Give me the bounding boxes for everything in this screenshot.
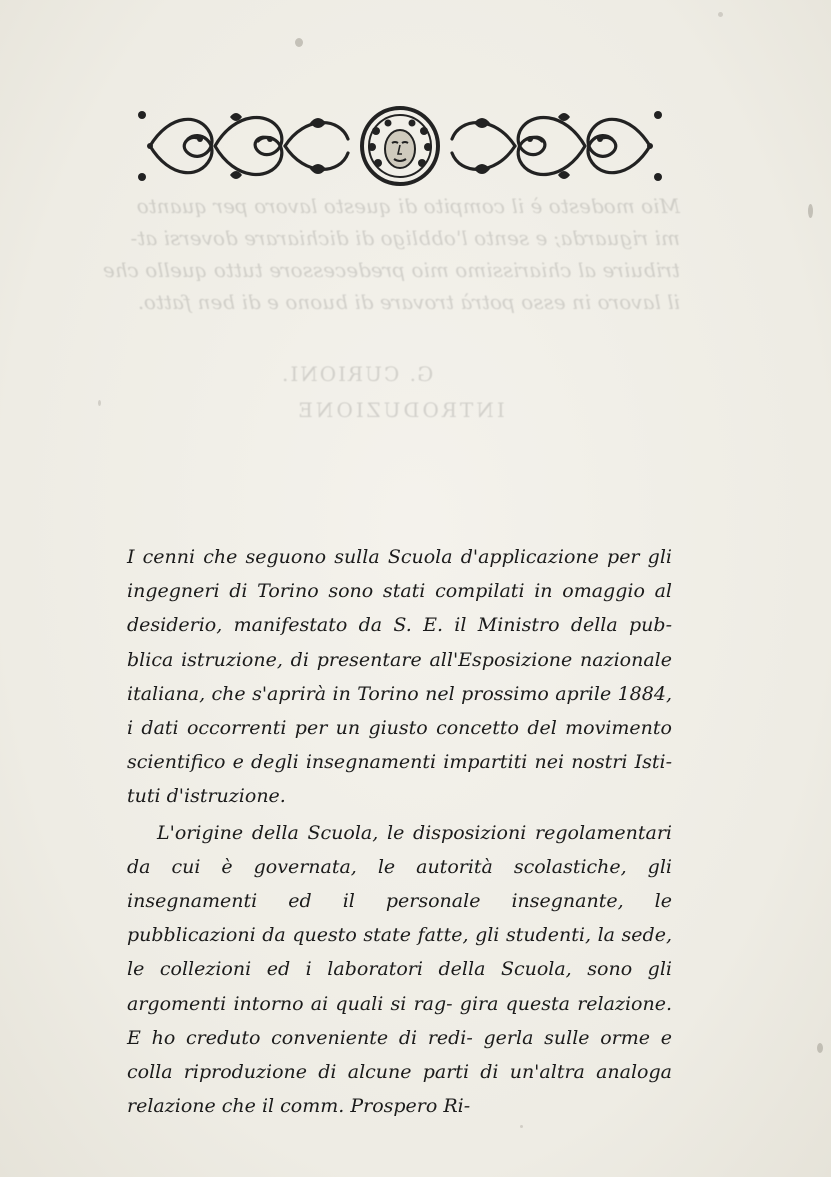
ornamental-headpiece [130,103,670,189]
body-text [127,540,672,1123]
bleed-line: mi riguarda; e sento l'obbligo di dichiarare doversi at- [130,226,680,250]
medallion-face-icon [362,108,438,184]
paragraph: L'origine della Scuola, le disposizioni regolamentari da cui è governata, le autorità scolastiche, gli insegnamenti ed il personale insegnante, le pubblicazioni da questo state fatte, gli studenti, la sede, le collezioni ed i laboratori della Scuola, sono gli argomenti intorno ai quali si rag- gira questa relazione. E ho creduto conveniente di redi- gerla sulle orme e colla riproduzione di alcune parti di un'altra analoga relazione che il comm. Prospero Ri- [127,821,672,1118]
bleed-signature: G. CURIONI. [280,362,434,386]
bleed-line: il lavoro in esso potrà trovare di buono e di ben fatto. [137,290,680,314]
bleed-heading: INTRODUZIONE [295,398,505,422]
bleed-line: Mio modesto è il compito di questo lavoro per quanto [136,194,680,218]
bleed-through-text [102,190,680,460]
bleed-line: tribuire al chiarissimo mio predecessore tutto quello che [102,258,680,282]
paragraph: I cenni che seguono sulla Scuola d'applicazione per gli ingegneri di Torino sono stati compilati in omaggio al desiderio, manifestato da S. E. il Ministro della pub- blica istruzione, di presentare all'Esposizione nazionale italiana, che s'aprirà in Torino nel prossimo aprile 1884, i dati occorrenti per un giusto concetto del movimento scientifico e degli insegnamenti impartiti nei nostri Isti- tuti d'istruzione. [127,546,672,808]
